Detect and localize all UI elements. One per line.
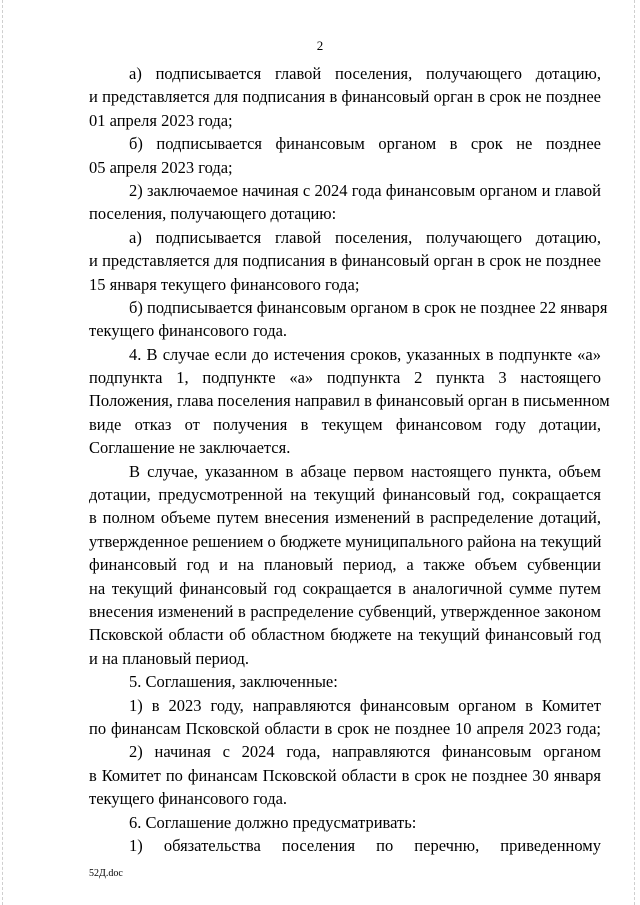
text-line: 15 января текущего финансового года;: [89, 274, 360, 294]
text-line: б) подписывается финансовым органом в срок не позднее: [129, 134, 601, 154]
file-name-footer: 52Д.doc: [89, 868, 123, 879]
text-line: на текущий финансовый год сокращается в аналогичной сумме путем: [89, 578, 601, 598]
text-line: текущего финансового года.: [89, 789, 288, 809]
text-line: поселения, получающего дотацию:: [89, 204, 337, 224]
text-line: внесения изменений в распределение субвенций, утвержденное законом: [89, 601, 601, 621]
text-line: в Комитет по финансам Псковской области в срок не позднее 30 января: [89, 765, 601, 785]
scan-edge-left: [2, 0, 4, 905]
text-line: В случае, указанном в абзаце первом настоящего пункта, объем: [129, 461, 601, 481]
text-line: а) подписывается главой поселения, получающего дотацию,: [129, 64, 601, 83]
text-line: 05 апреля 2023 года;: [89, 157, 233, 177]
text-line: финансовый год и на плановый период, а также объем субвенции: [89, 555, 601, 575]
text-line: 2) начиная с 2024 года, направляются финансовым органом: [129, 742, 601, 762]
document-body: [89, 62, 610, 857]
text-line: в полном объеме путем внесения изменений в распределение дотаций,: [89, 508, 601, 528]
text-line: и на плановый период.: [89, 648, 250, 668]
text-line: Положения, глава поселения направил в финансовый орган в письменном: [89, 391, 610, 411]
text-line: подпункта 1, подпункте «а» подпункта 2 пункта 3 настоящего: [89, 368, 601, 388]
text-line: 5. Соглашения, заключенные:: [129, 672, 338, 692]
text-line: а) подписывается главой поселения, получающего дотацию,: [129, 227, 601, 247]
scan-edge-right: [634, 0, 636, 905]
text-line: 2) заключаемое начиная с 2024 года финансовым органом и главой: [129, 180, 601, 200]
text-line: 6. Соглашение должно предусматривать:: [129, 812, 417, 832]
text-line: и представляется для подписания в финансовый орган в срок не позднее: [89, 251, 601, 271]
text-line: виде отказ от получения в текущем финансовом году дотации,: [89, 414, 601, 434]
text-line: текущего финансового года.: [89, 321, 288, 341]
text-line: 01 апреля 2023 года;: [89, 110, 233, 130]
text-line: б) подписывается финансовым органом в срок не позднее 22 января: [129, 297, 608, 317]
text-line: 1) обязательства поселения по перечню, приведенному: [129, 835, 601, 855]
text-line: и представляется для подписания в финансовый орган в срок не позднее: [89, 87, 601, 107]
text-line: Псковской области об областном бюджете на текущий финансовый год: [89, 625, 601, 645]
text-line: Соглашение не заключается.: [89, 438, 291, 458]
text-line: 1) в 2023 году, направляются финансовым органом в Комитет: [129, 695, 601, 715]
text-line: по финансам Псковской области в срок не позднее 10 апреля 2023 года;: [89, 718, 601, 738]
text-line: дотации, предусмотренной на текущий финансовый год, сокращается: [89, 485, 601, 505]
text-line: утвержденное решением о бюджете муниципального района на текущий: [89, 531, 602, 551]
text-line: 4. В случае если до истечения сроков, указанных в подпункте «а»: [129, 344, 601, 364]
page-number: 2: [316, 38, 324, 53]
